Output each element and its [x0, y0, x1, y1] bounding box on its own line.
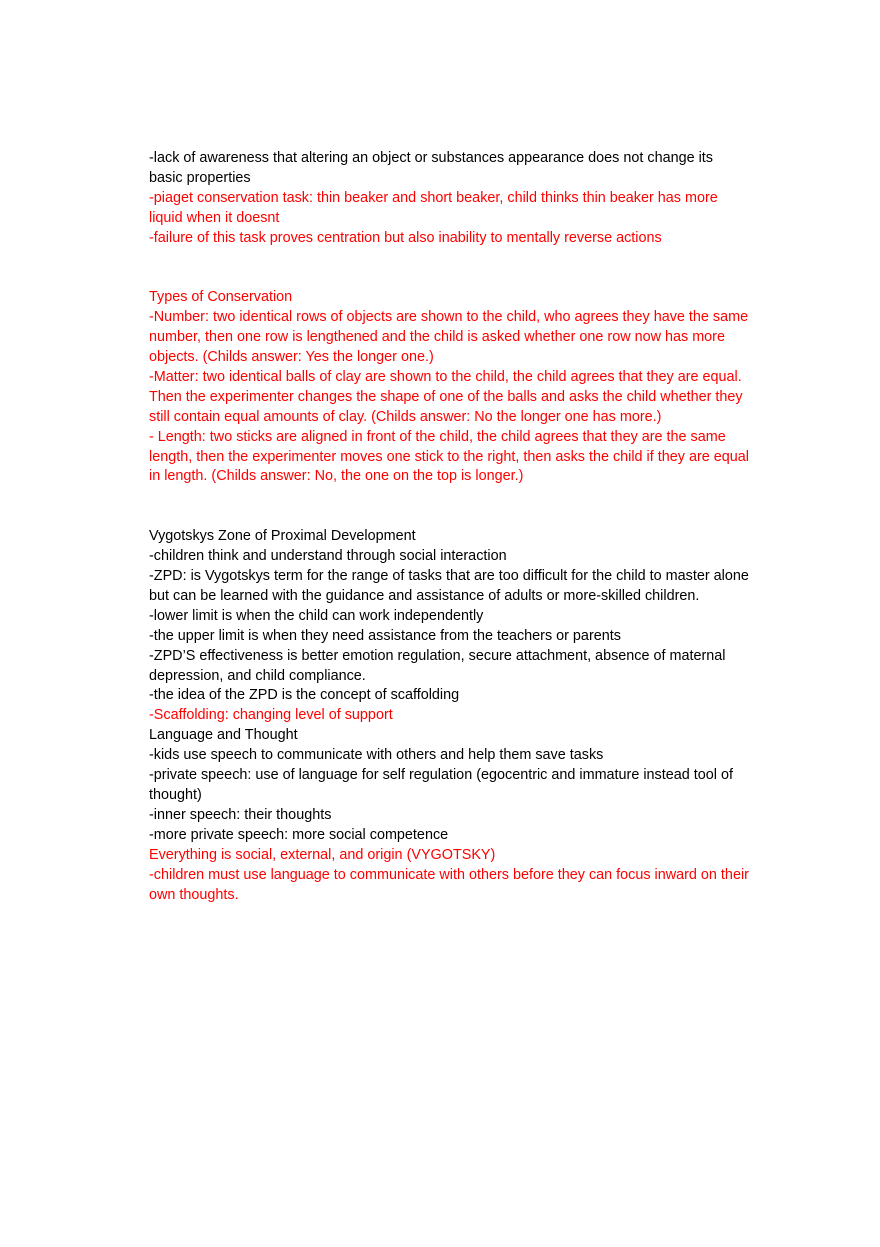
- conservation-number: -Number: two identical rows of objects are shown to the child, who agrees they have the same number, then one row is lengthened and the child is asked whether one row now has more objects. (Childs answer: Yes the longer one.): [149, 309, 749, 366]
- zpd-social-interaction: -children think and understand through social interaction: [149, 548, 507, 565]
- conservation-length: - Length: two sticks are aligned in front of the child, the child agrees that they are the same length, then the experimenter moves one stick to the right, then asks the child if they are equal in length. (Childs answer: No, the one on the top is longer.): [149, 428, 749, 485]
- scaffolding-definition: -Scaffolding: changing level of support: [149, 707, 393, 724]
- spacer: [149, 487, 749, 527]
- conservation-definition: -lack of awareness that altering an object or substances appearance does not change its basic properties: [149, 150, 713, 186]
- speech-communication: -kids use speech to communicate with others and help them save tasks: [149, 747, 604, 764]
- types-of-conservation-heading: Types of Conservation: [149, 289, 293, 306]
- zpd-definition: -ZPD: is Vygotskys term for the range of tasks that are too difficult for the child to master alone but can be learned with the guidance and assistance of adults or more-skilled children.: [149, 568, 749, 604]
- piaget-conservation-task: -piaget conservation task: thin beaker and short beaker, child thinks thin beaker has more liquid when it doesnt: [149, 189, 718, 226]
- inner-speech: -inner speech: their thoughts: [149, 806, 332, 823]
- vygotsky-social-origin: Everything is social, external, and origin (VYGOTSKY): [149, 846, 496, 863]
- spacer: [149, 249, 749, 289]
- language-before-inward: -children must use language to communicate with others before they can focus inward on their own thoughts.: [149, 866, 749, 903]
- zpd-upper-limit: -the upper limit is when they need assistance from the teachers or parents: [149, 627, 621, 644]
- document-body: [149, 149, 749, 905]
- zpd-heading: Vygotskys Zone of Proximal Development: [149, 528, 416, 545]
- zpd-lower-limit: -lower limit is when the child can work independently: [149, 607, 484, 624]
- private-speech-competence: -more private speech: more social competence: [149, 826, 449, 843]
- zpd-effectiveness: -ZPD’S effectiveness is better emotion regulation, secure attachment, absence of maternal depression, and child compliance.: [149, 647, 726, 684]
- zpd-scaffolding-idea: -the idea of the ZPD is the concept of scaffolding: [149, 687, 460, 704]
- conservation-matter: -Matter: two identical balls of clay are shown to the child, the child agrees that they are equal. Then the experimenter changes the shape of one of the balls and asks the child whether they still contain equal amounts of clay. (Childs answer: No the longer one has more.): [149, 368, 743, 425]
- private-speech: -private speech: use of language for self regulation (egocentric and immature instead tool of thought): [149, 767, 733, 803]
- language-thought-heading: Language and Thought: [149, 727, 298, 744]
- centration-note: -failure of this task proves centration but also inability to mentally reverse actions: [149, 229, 662, 246]
